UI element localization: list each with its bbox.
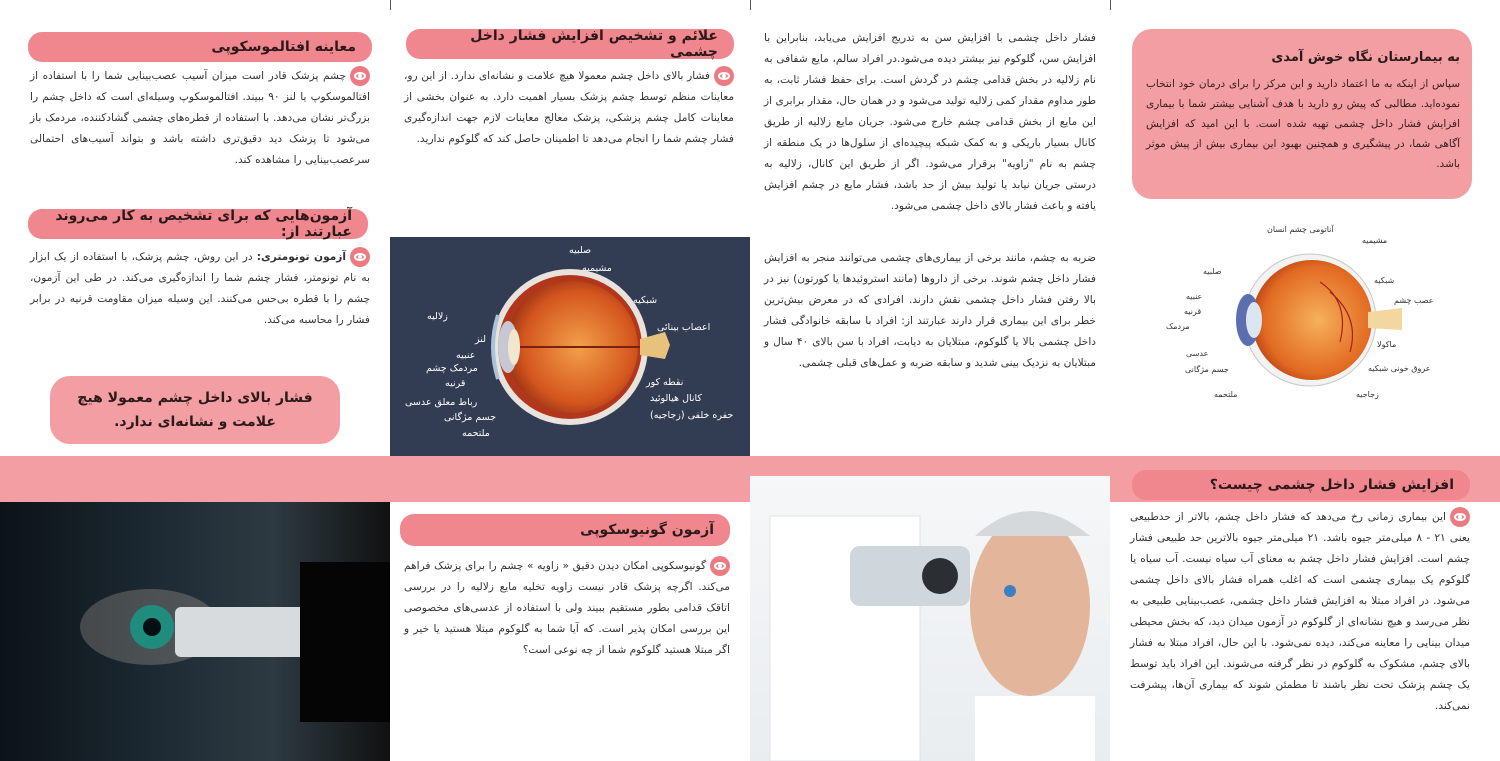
paragraph-gonioscopy [404, 556, 730, 661]
label-iris: عنبیه [1186, 292, 1203, 301]
label-lens: عدسی [1186, 349, 1209, 358]
paragraph-what-is [1130, 507, 1470, 717]
paragraph-text: چشم پزشک قادر است میزان آسیب عصب‌بینایی شما را با استفاده از افتالموسکوپ یا لنز ۹۰ ببیند. افتالموسکوپ وسیله‌ای است که داخل چشم را بزرگ‌تر نشان می‌دهد. با استفاده از قطره‌های چشمی گشادکننده، مردمک باز می‌شود تا پزشک دید دقیق‌تری داشته باشد و بتواند آسیب‌های احتمالی سرعصب‌بینایی را مشاهده کند. [30, 70, 370, 166]
label-optic-nerve: اعصاب بینائی [657, 322, 711, 333]
label-macula: ماکولا [1377, 340, 1397, 349]
fold-mark [750, 0, 751, 10]
patient-exam-illustration [750, 476, 1110, 761]
fold-mark [390, 0, 391, 10]
label-choroid: مشیمیه [1362, 236, 1388, 245]
label-vitreous: زجاجیه [1356, 390, 1379, 399]
label-cornea: قرنیه [1184, 307, 1202, 316]
eye-closeup-illustration [0, 502, 390, 761]
label-optic-nerve: عصب چشم [1394, 296, 1434, 305]
heading-symptoms: علائم و تشخیص افزایش فشار داخل چشمی [406, 29, 734, 59]
tonometry-label: آزمون تونومتری: [256, 251, 346, 263]
label-vitreous: حفره خلفی (زجاجیه) [650, 410, 734, 421]
welcome-title: به بیمارستان نگاه خوش آمدی [1271, 50, 1460, 65]
label-conjunctiva: ملتحمه [462, 428, 490, 439]
label-pupil: مردمک چشم [426, 363, 478, 374]
label-cornea: قرنیه [445, 378, 466, 389]
tonometry-photo [0, 502, 390, 761]
paragraph-text: این بیماری زمانی رخ می‌دهد که فشار داخل چشم، بالاتر از حدطبیعی یعنی ۲۱ - ۸ میلی‌متر جیوه باشد. ۲۱ میلی‌متر جیوه بالاترین حد طبیعی فشار چشم است. افزایش فشار داخل چشم به معنای آب سیاه نیست. آب سیاه یا گلوکوم یک بیماری چشمی است که اغلب همراه فشار بالای داخل چشمی می‌شود. در افراد مبتلا به افزایش فشار داخل چشمی، عصب‌بینایی طبیعی به نظر می‌رسد و هیچ نشانه‌ای از گلوکوم در آزمون میدان دید، که بخش محیطی میدان بینایی را معاینه می‌کند، دیده نمی‌شود. با این حال، افراد مبتلا به فشار بالای چشم، مشکوک به گلوکوم در نظر گرفته می‌شوند. این افراد باید توسط یک چشم پزشک تحت نظر باشند تا مطمئن شوند که بیماری آن‌ها، پیشرفت نمی‌کند. [1130, 511, 1470, 712]
label-sclera: صلبیه [569, 245, 592, 256]
heading-what-is: افزایش فشار داخل چشمی چیست؟ [1132, 470, 1470, 500]
paragraph-risk-factors: ضربه به چشم، مانند برخی از بیماری‌های چشمی می‌توانند منجر به افزایش فشار داخل چشم شوند. برخی از داروها (مانند استروئیدها یا کورتون) نیز در بالا رفتن فشار داخل چشمی نقش دارند. افرادی که در معرض بیش‌ترین خطر برای این بیماری قرار دارند عبارتند از: افراد با سابقه خانوادگی فشار داخل چشمی بالا یا گلوکوم، مبتلایان به دیابت، افراد با سن بالای ۴۰ سال و مبتلایان به نزدیک بینی شدید و سابقه ضربه و عمل‌های قبلی چشمی. [764, 252, 1096, 369]
fold-mark [1110, 0, 1111, 10]
heading-diagnostic-tests: آزمون‌هایی که برای تشخیص به کار می‌روند عبارتند از: [28, 209, 368, 239]
eye-anatomy-diagram-light [1180, 222, 1440, 408]
label-retinal-vessels: عروق خونی شبکیه [1368, 364, 1431, 373]
warning-text: فشار بالای داخل چشم معمولا هیچ علامت و نشانه‌ای ندارد. [77, 390, 313, 430]
eye-anatomy-illustration [1180, 222, 1440, 408]
label-pupil: مردمک [1166, 322, 1190, 331]
paragraph-text: گونیوسکوپی امکان دیدن دقیق « زاویه » چشم را برای پزشک فراهم می‌کند. اگرچه پزشک قادر نیست زاویه تخلیه مایع زلالیه را در بررسی اتاقک قدامی بطور مستقیم ببیند ولی با استفاده از عدسی‌های مخصوصی این بررسی امکان پذیر است. که آیا شما به گلوکوم مبتلا هستید یا خیر و اگر مبتلا هستید گلوکوم شما از چه نوعی است؟ [404, 560, 730, 656]
label-retina: شبکیه [633, 295, 658, 306]
label-ciliary-body: جسم مژگانی [444, 412, 496, 423]
welcome-body: سپاس از اینکه به ما اعتماد دارید و این مرکز را برای درمان خود انتخاب نموده‌اید. مطالبی که پیش رو دارید با هدف آشنایی بیشتر شما با بیماری افزایش فشار داخل چشمی تهیه شده است. با این امید که افزایش آگاهی شما، در پیشگیری و همچنین بهبود این بیماری بیش از پیش موثر باشد. [1146, 78, 1460, 170]
paragraph-intraocular-pressure: فشار داخل چشمی با افزایش سن به تدریج افزایش می‌یابد، بنابراین با افزایش سن، گلوکوم نیز بیشتر دیده می‌شود.در افراد سالم، مایع شفافی به نام زلالیه در بخش قدامی چشم در گردش است. برای حفظ فشار ثابت، به طور مداوم مقدار کمی زلالیه تولید می‌شود و در همان حال، مقدار برابری از این مایع از بخش قدامی چشم خارج می‌شود. جریان مایع زلالیه از طریق کانال بسیار باریکی و به کمک شبکه پیچیده‌ای از سلول‌ها در یک منطقه از چشم به نام "زاویه" برقرار می‌شود. اگر از طریق این کانال، زلالیه به درستی جریان نیابد یا تولید بیش از حد باشد، فشار مایع در چشم افزایش یافته و باعث فشار بالای داخل چشمی می‌شود. [764, 32, 1096, 212]
paragraph-symptoms [404, 66, 734, 150]
eye-bullet-icon [350, 66, 370, 86]
paragraph-text: در این روش، چشم پزشک، با استفاده از یک ابزار به نام تونومتر، فشار چشم شما را اندازه‌گیری می‌کند. در طی این آزمون، چشم را با قطره بی‌حس می‌کنند. این وسیله میزان مقاومت قرنیه در برابر فشار را محاسبه می‌کند. [30, 251, 370, 326]
label-blind-spot: نقطه کور [646, 377, 684, 388]
label-aqueous: زلالیه [427, 311, 448, 322]
diagram-title: آناتومی چشم انسان [1267, 225, 1334, 234]
label-hyaloid-canal: کانال هیالوئید [650, 393, 702, 404]
eye-anatomy-illustration [390, 237, 750, 456]
label-choroid: مشیمیه [582, 263, 612, 274]
paragraph-ophthalmoscopy [30, 66, 370, 171]
paragraph-tonometry [30, 247, 370, 331]
eye-bullet-icon [1450, 507, 1470, 527]
eye-anatomy-diagram-dark [390, 237, 750, 456]
eye-bullet-icon [710, 556, 730, 576]
paragraph-text: فشار بالای داخل چشم معمولا هیچ علامت و نشانه‌ای ندارد. از این رو، معاینات منظم توسط چشم پزشک بسیار اهمیت دارد. به عنوان بخشی از معاینات کامل چشم پزشکی، پزشک معالج معاینات لازم جهت اندازه‌گیری فشار چشم شما را انجام می‌دهد تا اطمینان حاصل کند که گلوکوم ندارید. [404, 70, 734, 145]
eye-bullet-icon [350, 247, 370, 267]
label-iris: عنبیه [456, 350, 476, 361]
label-conjunctiva: ملتحمه [1214, 390, 1238, 399]
label-lens: لنز [475, 334, 487, 345]
heading-gonioscopy: آزمون گونیوسکوپی [400, 514, 730, 546]
label-retina: شبکیه [1374, 276, 1395, 285]
label-zonules: رباط معلق عدسی [405, 397, 478, 408]
label-sclera: صلبیه [1203, 267, 1222, 276]
eye-bullet-icon [714, 66, 734, 86]
label-ciliary-body: جسم مژگانی [1185, 365, 1229, 374]
slit-lamp-photo [750, 476, 1110, 761]
heading-ophthalmoscopy: معاینه افتالموسکوپی [28, 32, 372, 62]
